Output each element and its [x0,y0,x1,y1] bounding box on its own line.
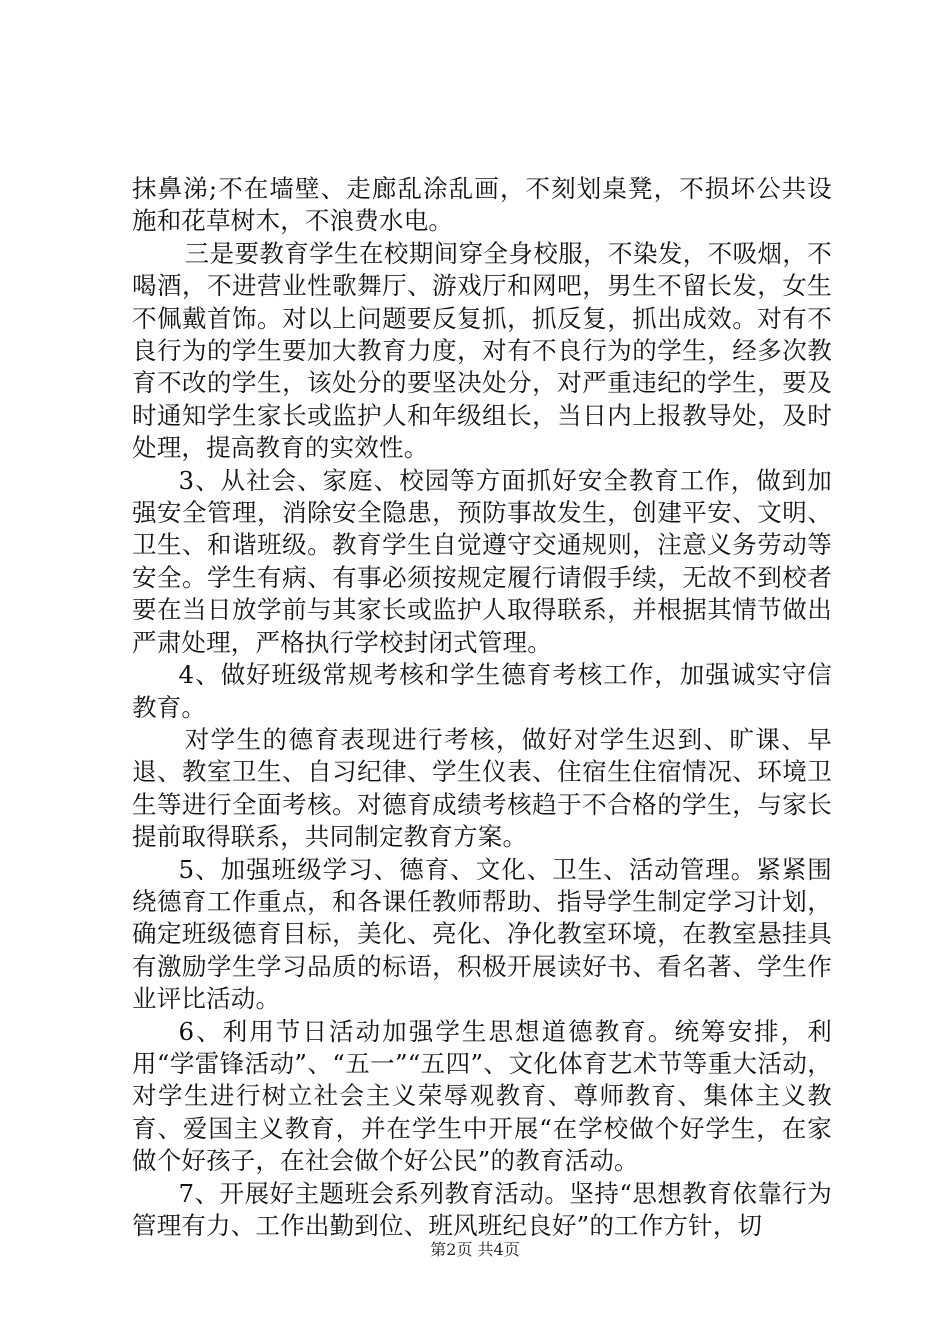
paragraph-safety-education: 3、从社会、家庭、校园等方面抓好安全教育工作，做到加强安全管理，消除安全隐患，预防事故发生，创建平安、文明、卫生、和谐班级。教育学生自觉遵守交通规则，注意义务劳动等安全。学生有病、有事必须按规定履行请假手续，无故不到校者要在当日放学前与其家长或监护人取得联系，并根据其情节做出严肃处理，严格执行学校封闭式管理。 [132,465,832,657]
paragraph-moral-evaluation: 对学生的德育表现进行考核，做好对学生迟到、旷课、早退、教室卫生、自习纪律、学生仪表、住宿生住宿情况、环境卫生等进行全面考核。对德育成绩考核趋于不合格的学生，与家长提前取得联系，共同制定教育方案。 [132,724,832,852]
document-body [132,173,832,1242]
paragraph-continuation: 抹鼻涕;不在墙壁、走廊乱涂乱画，不刻划桌凳，不损坏公共设施和花草树木，不浪费水电。 [132,174,832,236]
page-number-footer: 第2页 共4页 [430,1240,520,1259]
paragraph-class-assessment: 4、做好班级常规考核和学生德育考核工作，加强诚实守信教育。 [132,660,832,722]
paragraph-class-management: 5、加强班级学习、德育、文化、卫生、活动管理。紧紧围绕德育工作重点，和各课任教师帮助、指导学生制定学习计划，确定班级德育目标，美化、亮化、净化教室环境，在教室悬挂具有激励学生学习品质的标语，积极开展读好书、看名著、学生作业评比活动。 [132,854,832,1014]
paragraph-theme-meetings: 7、开展好主题班会系列教育活动。坚持“思想教育依靠行为管理有力、工作出勤到位、班风班纪良好”的工作方针，切 [132,1178,832,1240]
paragraph-holiday-activities: 6、利用节日活动加强学生思想道德教育。统筹安排，利用“学雷锋活动”、“五一”“五四”、文化体育艺术节等重大活动，对学生进行树立社会主义荣辱观教育、尊师教育、集体主义教育、爱国主义教育，并在学生中开展“在学校做个好学生，在家做个好孩子，在社会做个好公民”的教育活动。 [132,1016,832,1176]
paragraph-uniform-rules: 三是要教育学生在校期间穿全身校服，不染发，不吸烟，不喝酒，不进营业性歌舞厅、游戏厅和网吧，男生不留长发，女生不佩戴首饰。对以上问题要反复抓，抓反复，抓出成效。对有不良行为的学生要加大教育力度，对有不良行为的学生，经多次教育不改的学生，该处分的要坚决处分，对严重违纪的学生，要及时通知学生家长或监护人和年级组长，当日内上报教导处，及时处理，提高教育的实效性。 [132,238,832,463]
